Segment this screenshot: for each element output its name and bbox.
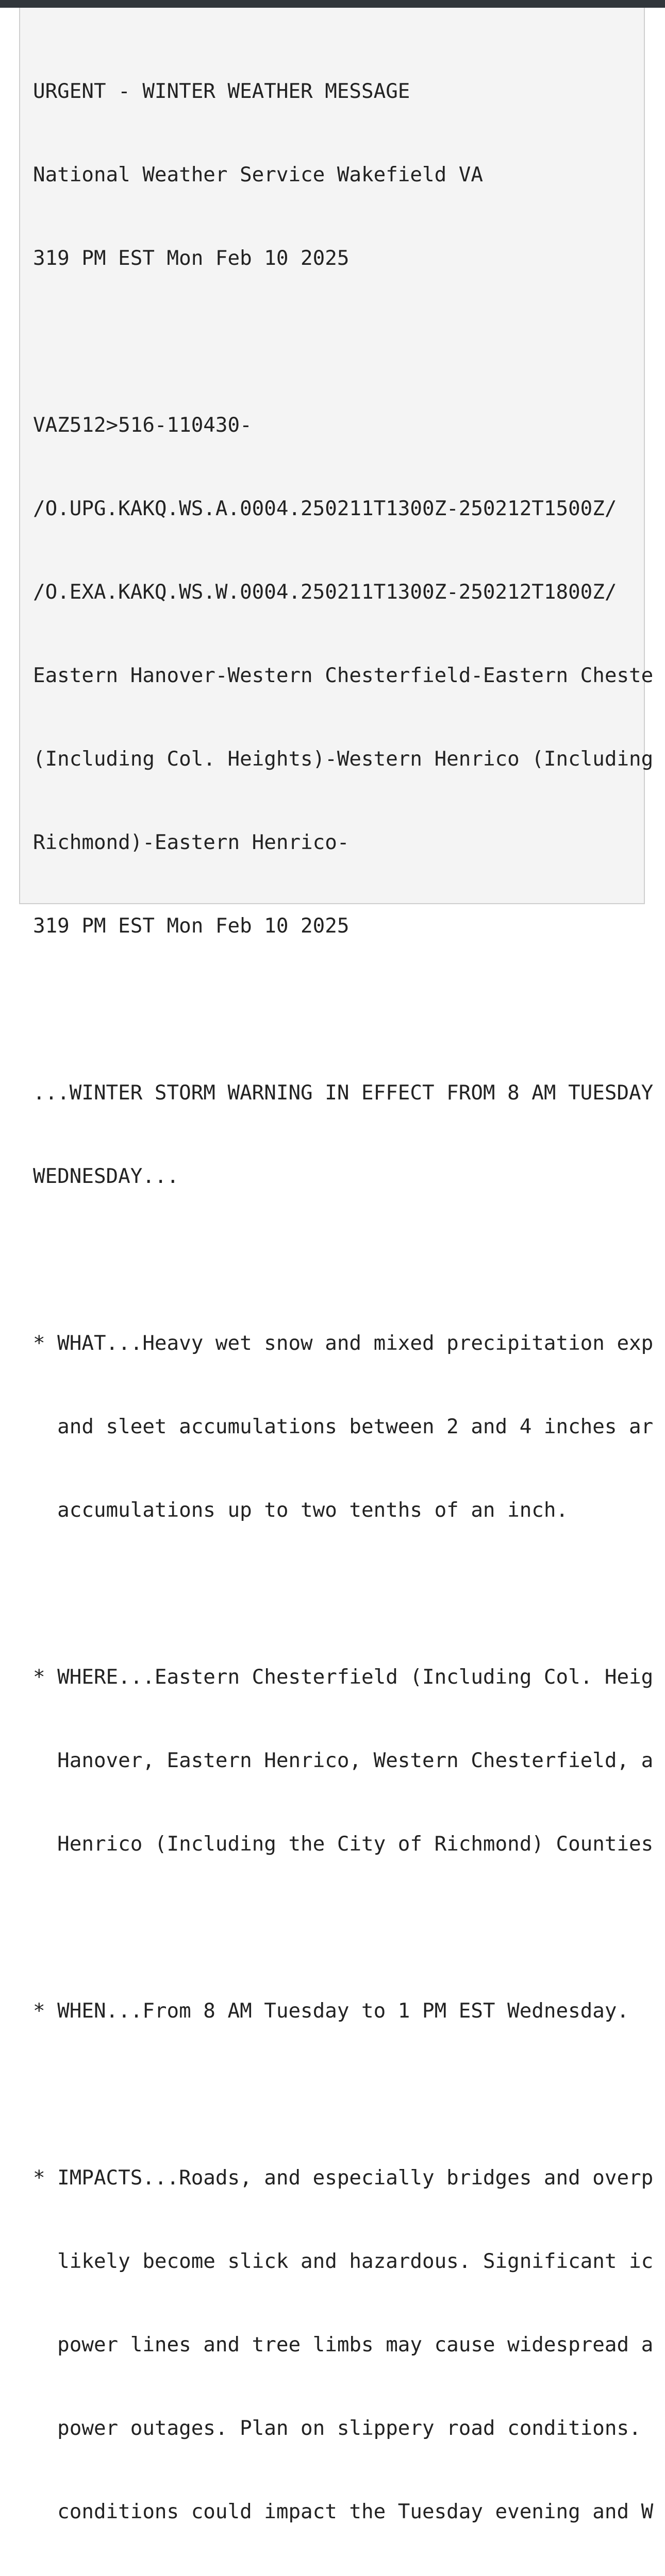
text-line: ...WINTER STORM WARNING IN EFFECT FROM 8 AM TUESDAY	[33, 1081, 654, 1105]
text-line: /O.EXA.KAKQ.WS.W.0004.250211T1300Z-250212T1800Z/	[33, 581, 617, 604]
text-line: conditions could impact the Tuesday evening and W	[33, 2500, 654, 2523]
text-line: Henrico (Including the City of Richmond) Counties	[33, 1833, 654, 1856]
text-line	[33, 996, 644, 1024]
text-line: Hanover, Eastern Henrico, Western Chesterfield, a	[33, 1749, 654, 1772]
product-text-box	[19, 8, 654, 2523]
text-line: VAZ512>516-110430-	[33, 414, 252, 437]
text-line	[33, 328, 644, 356]
text-line	[33, 1914, 644, 1942]
text-line: URGENT - WINTER WEATHER MESSAGE	[33, 80, 410, 103]
text-line: 319 PM EST Mon Feb 10 2025	[33, 914, 350, 938]
text-line: Eastern Hanover-Western Chesterfield-Eastern Cheste	[33, 664, 654, 687]
text-line: accumulations up to two tenths of an inch.	[33, 1499, 569, 1522]
text-line: * WHEN...From 8 AM Tuesday to 1 PM EST Wednesday.	[33, 1999, 629, 2023]
text-line: 319 PM EST Mon Feb 10 2025	[33, 247, 350, 270]
text-line: WEDNESDAY...	[33, 1165, 179, 1188]
text-line: * IMPACTS...Roads, and especially bridges and overp	[33, 2166, 654, 2190]
text-line: /O.UPG.KAKQ.WS.A.0004.250211T1300Z-250212T1500Z/	[33, 497, 617, 520]
text-line: (Including Col. Heights)-Western Henrico (Including	[33, 748, 654, 771]
text-line: * WHERE...Eastern Chesterfield (Including Col. Heig	[33, 1666, 654, 1689]
text-line: likely become slick and hazardous. Significant ic	[33, 2250, 654, 2273]
text-line: power lines and tree limbs may cause widespread a	[33, 2333, 654, 2357]
text-line: National Weather Service Wakefield VA	[33, 163, 483, 187]
text-line: Richmond)-Eastern Henrico-	[33, 831, 350, 854]
top-bar	[0, 0, 665, 8]
text-line	[33, 1246, 644, 1274]
text-line: and sleet accumulations between 2 and 4 inches ar	[33, 1415, 654, 1438]
text-line: power outages. Plan on slippery road conditions.	[33, 2417, 641, 2440]
text-line	[33, 2081, 644, 2109]
text-line: * WHAT...Heavy wet snow and mixed precipitation exp	[33, 1332, 654, 1355]
weather-message-text	[20, 8, 654, 2576]
text-line	[33, 1580, 644, 1608]
